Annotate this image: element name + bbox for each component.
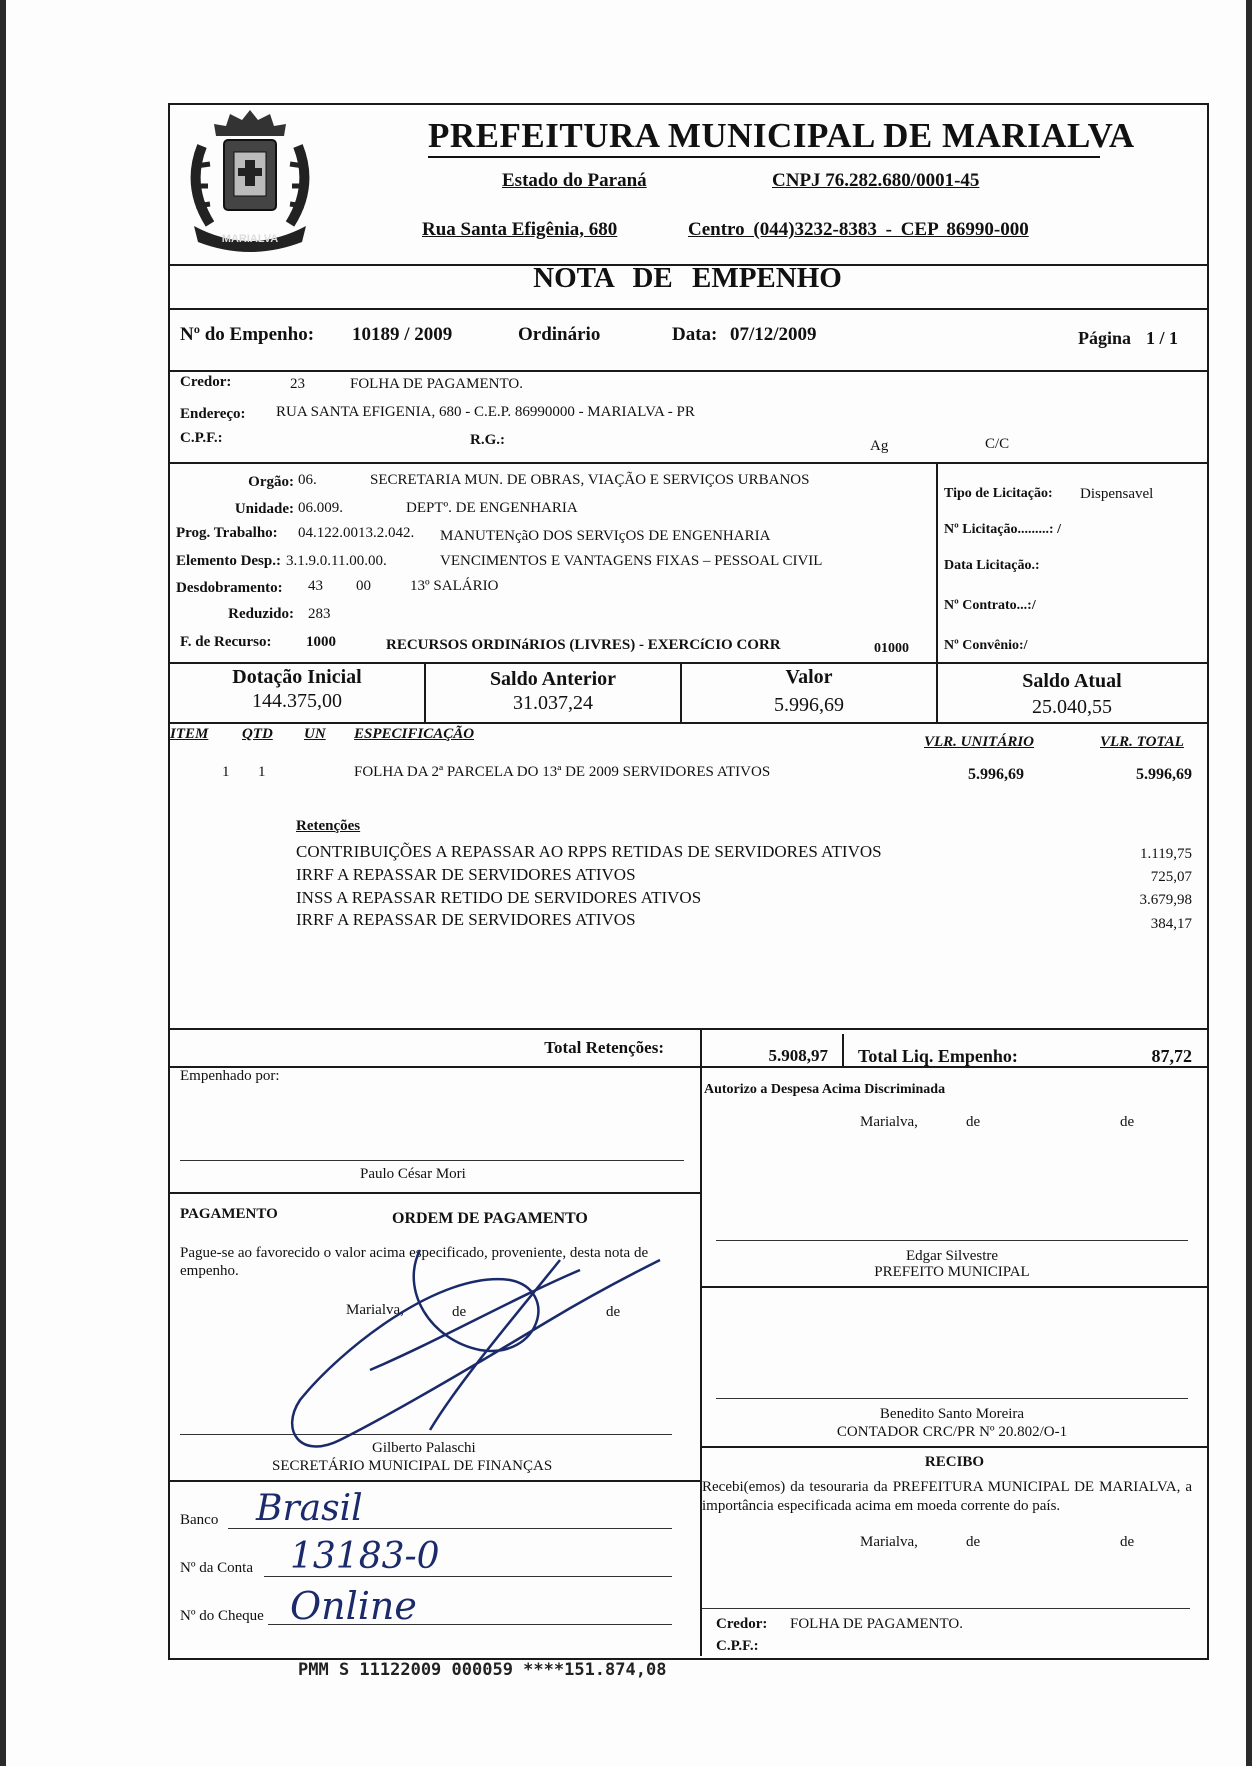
saldo-atual-value: 25.040,55 xyxy=(1032,696,1112,718)
unidade-label: Unidade: xyxy=(234,501,294,517)
licitacao-date: Data Licitação.: xyxy=(944,558,1040,573)
col-vlr-total: VLR. TOTAL xyxy=(1100,734,1184,750)
divider xyxy=(168,662,1207,664)
retencoes-title: Retenções xyxy=(296,818,361,834)
doc-title: NOTA DE EMPENHO xyxy=(533,262,842,294)
conta-label: Nº da Conta xyxy=(180,1560,253,1576)
recibo-de-1: de xyxy=(966,1534,981,1550)
orgao-code: 06. xyxy=(298,472,317,488)
reduzido-label: Reduzido: xyxy=(228,606,294,622)
secretario-title: SECRETÁRIO MUNICIPAL DE FINANÇAS xyxy=(272,1458,553,1474)
desdobramento-desc: 13º SALÁRIO xyxy=(410,578,499,594)
total-retencoes-value: 5.908,97 xyxy=(768,1046,828,1065)
ordem-pagamento-label: ORDEM DE PAGAMENTO xyxy=(392,1210,588,1227)
orgao-desc: SECRETARIA MUN. DE OBRAS, VIAÇÃO E SERVIÇOS URBANOS xyxy=(370,472,810,488)
empenhado-label: Empenhado por: xyxy=(180,1068,280,1084)
scan-edge-right xyxy=(1246,0,1252,1766)
signature-scribble-icon xyxy=(280,1230,670,1470)
col-vlr-unitario: VLR. UNITÁRIO xyxy=(924,734,1035,750)
autorizo-label: Autorizo a Despesa Acima Discriminada xyxy=(704,1082,946,1097)
recurso-code: 1000 xyxy=(306,634,336,650)
banco-label: Banco xyxy=(180,1512,219,1528)
retencao-1-value: 1.119,75 xyxy=(1140,846,1192,862)
unidade-desc: DEPTº. DE ENGENHARIA xyxy=(406,500,578,516)
divider xyxy=(168,308,1207,310)
autorizo-de-2: de xyxy=(1120,1114,1135,1130)
recibo-credor-value: FOLHA DE PAGAMENTO. xyxy=(790,1616,963,1632)
recurso-label: F. de Recurso: xyxy=(180,634,272,650)
saldo-anterior-label: Saldo Anterior xyxy=(489,668,617,690)
page-label: Página xyxy=(1078,328,1132,348)
retencao-3-value: 3.679,98 xyxy=(1139,892,1192,908)
contador-title: CONTADOR CRC/PR Nº 20.802/O-1 xyxy=(836,1424,1068,1440)
item-total-value: 5.996,69 xyxy=(1136,766,1192,783)
col-qtd: QTD xyxy=(242,726,273,742)
retencao-4-desc: IRRF A REPASSAR DE SERVIDORES ATIVOS xyxy=(296,910,636,929)
pagamento-text: Pague-se ao favorecido o valor acima especificado, proveniente, desta nota de empenho. xyxy=(180,1245,649,1279)
tipo-licitacao-label: Tipo de Licitação: xyxy=(944,486,1053,501)
desdobramento-label: Desdobramento: xyxy=(176,580,283,596)
empenhado-name: Paulo César Mori xyxy=(360,1166,466,1182)
signature-line xyxy=(180,1160,684,1161)
empenho-number: 10189 / 2009 xyxy=(352,324,453,345)
signature-line xyxy=(716,1398,1188,1399)
recibo-city: Marialva, xyxy=(860,1534,918,1550)
total-liquido-label: Total Liq. Empenho: xyxy=(858,1046,1018,1066)
cnpj: CNPJ 76.282.680/0001-45 xyxy=(772,170,980,191)
credor-address: RUA SANTA EFIGENIA, 680 - C.E.P. 86990000 - MARIALVA - PR xyxy=(276,404,695,420)
valor-label: Valor xyxy=(785,666,833,688)
elemento-desc: VENCIMENTOS E VANTAGENS FIXAS – PESSOAL CIVIL xyxy=(440,553,823,569)
divider xyxy=(168,1066,1207,1068)
autorizo-city: Marialva, xyxy=(860,1114,918,1130)
date-value: 07/12/2009 xyxy=(730,324,817,345)
signature-line xyxy=(716,1240,1188,1241)
municipal-crest-icon xyxy=(180,106,320,258)
contador-name: Benedito Santo Moreira xyxy=(879,1406,1025,1422)
retencao-2-desc: IRRF A REPASSAR DE SERVIDORES ATIVOS xyxy=(296,865,636,884)
elemento-code: 3.1.9.0.11.00.00. xyxy=(286,553,387,569)
recurso-desc: RECURSOS ORDINáRIOS (LIVRES) - EXERCíCIO CORR xyxy=(386,637,781,653)
recibo-cpf-label: C.P.F.: xyxy=(716,1638,759,1654)
retencao-1-desc: CONTRIBUIÇÕES A REPASSAR AO RPPS RETIDAS DE SERVIDORES ATIVOS xyxy=(296,842,882,861)
secretario-name: Gilberto Palaschi xyxy=(372,1440,476,1456)
divider xyxy=(168,462,1207,464)
signature-line xyxy=(702,1608,1190,1609)
prog-trabalho-label: Prog. Trabalho: xyxy=(176,525,278,541)
credor-label: Credor: xyxy=(180,374,232,390)
saldo-anterior-value: 31.037,24 xyxy=(513,692,593,714)
divider xyxy=(168,370,1207,372)
convenio-number: Nº Convênio:/ xyxy=(944,638,1028,653)
col-un: UN xyxy=(304,726,326,742)
page-number: 1 / 1 xyxy=(1146,328,1179,348)
dotacao-value: 144.375,00 xyxy=(252,690,342,712)
autorizo-de-1: de xyxy=(966,1114,981,1130)
prefeito-name: Edgar Silvestre xyxy=(905,1248,999,1264)
page-title: PREFEITURA MUNICIPAL DE MARIALVA xyxy=(428,116,1135,155)
cheque-handwritten: Online xyxy=(290,1584,417,1628)
divider xyxy=(702,1286,1207,1288)
unidade-code: 06.009. xyxy=(298,500,343,516)
conta-handwritten: 13183-0 xyxy=(290,1536,440,1577)
divider xyxy=(936,462,938,662)
address-label: Endereço: xyxy=(180,406,246,422)
col-item: ITEM xyxy=(170,726,209,742)
tipo-licitacao-value: Dispensavel xyxy=(1080,486,1154,502)
desdobramento-a: 43 xyxy=(308,578,323,594)
reduzido-value: 283 xyxy=(308,606,331,622)
divider xyxy=(842,1034,844,1066)
orgao-label: Orgão: xyxy=(248,474,294,490)
retencao-4-value: 384,17 xyxy=(1150,916,1192,932)
total-liquido-value: 87,72 xyxy=(1151,1046,1192,1066)
agencia-label: Ag xyxy=(870,438,889,454)
item-unit-value: 5.996,69 xyxy=(968,766,1024,783)
date-label: Data: xyxy=(672,324,718,345)
prog-trabalho-code: 04.122.0013.2.042. xyxy=(298,525,415,541)
state-name: Estado do Paraná xyxy=(502,170,647,191)
valor-value: 5.996,69 xyxy=(774,694,844,716)
item-qtd: 1 xyxy=(258,764,266,780)
rg-label: R.G.: xyxy=(470,432,505,448)
empenho-number-label: Nº do Empenho: xyxy=(180,324,315,345)
divider xyxy=(168,1192,702,1194)
street-address: Rua Santa Efigênia, 680 xyxy=(422,219,618,240)
item-desc: FOLHA DA 2ª PARCELA DO 13ª DE 2009 SERVIDORES ATIVOS xyxy=(354,764,771,780)
banco-handwritten: Brasil xyxy=(256,1488,363,1529)
empenho-type: Ordinário xyxy=(518,324,601,345)
credor-name: FOLHA DE PAGAMENTO. xyxy=(350,376,523,392)
pagamento-de-2: de xyxy=(606,1304,621,1320)
retencao-3-desc: INSS A REPASSAR RETIDO DE SERVIDORES ATIVOS xyxy=(296,888,702,907)
divider xyxy=(702,1446,1207,1448)
divider xyxy=(700,1066,702,1656)
cpf-label: C.P.F.: xyxy=(180,430,223,446)
prefeito-title: PREFEITO MUNICIPAL xyxy=(874,1264,1030,1280)
footer-stamp: PMM S 11122009 000059 ****151.874,08 xyxy=(298,1660,667,1680)
scan-edge-left xyxy=(0,0,6,1766)
contrato-number: Nº Contrato...:/ xyxy=(944,598,1036,613)
title-underline xyxy=(428,156,1100,158)
conta-corrente-label: C/C xyxy=(985,436,1010,452)
credor-code: 23 xyxy=(290,376,305,392)
licitacao-number: Nº Licitação.........: / xyxy=(944,522,1061,537)
recurso-sub: 01000 xyxy=(874,641,909,656)
recibo-credor-label: Credor: xyxy=(716,1616,768,1632)
elemento-label: Elemento Desp.: xyxy=(176,553,281,569)
pagamento-city: Marialva, xyxy=(346,1302,404,1318)
recibo-title: RECIBO xyxy=(924,1454,985,1470)
pagamento-de-1: de xyxy=(452,1304,467,1320)
total-retencoes-label: Total Retenções: xyxy=(544,1038,664,1057)
desdobramento-b: 00 xyxy=(356,578,371,594)
divider xyxy=(168,722,1207,724)
pagamento-label: PAGAMENTO xyxy=(180,1206,278,1222)
col-especificacao: ESPECIFICAÇÃO xyxy=(354,726,475,742)
item-number: 1 xyxy=(222,764,230,780)
district-phone-cep: Centro (044)3232-8383 - CEP 86990-000 xyxy=(688,219,1029,240)
cheque-label: Nº do Cheque xyxy=(180,1608,264,1624)
saldo-atual-label: Saldo Atual xyxy=(1022,670,1122,692)
divider xyxy=(168,1480,702,1482)
dotacao-label: Dotação Inicial xyxy=(232,666,362,688)
divider xyxy=(168,1028,1207,1030)
recibo-de-2: de xyxy=(1120,1534,1135,1550)
retencao-2-value: 725,07 xyxy=(1150,869,1192,885)
prog-trabalho-desc: MANUTENçãO DOS SERVIçOS DE ENGENHARIA xyxy=(440,528,771,544)
svg-text:MARIALVA: MARIALVA xyxy=(221,233,279,245)
recibo-text: Recebi(emos) da tesouraria da PREFEITURA MUNICIPAL DE MARIALVA, a importância especificada acima em moeda corrente do país. xyxy=(702,1479,1192,1514)
